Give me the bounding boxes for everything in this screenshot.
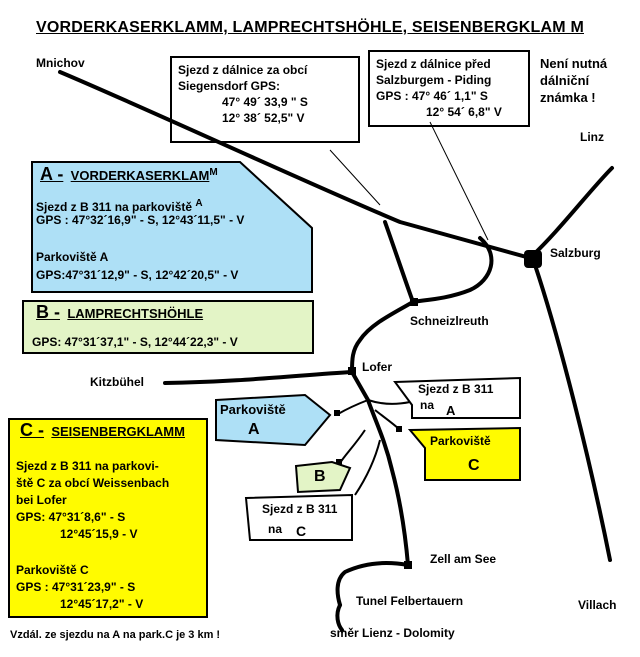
- place-villach: Villach: [578, 598, 617, 612]
- section-c-desc-line2: ště C za obcí Weissenbach: [16, 476, 170, 490]
- section-a-park-gps: GPS:47°31´12,9" - S, 12°42´20,5" - V: [36, 268, 239, 282]
- exit-siegsdorf-box: [170, 56, 360, 143]
- exit-a-label-line2: na: [420, 398, 435, 412]
- place-lienz-direction: směr Lienz - Dolomity: [330, 626, 455, 640]
- local-road-b: [340, 430, 365, 463]
- footer-note: Vzdál. ze sjezdu na A na park.C je 3 km !: [10, 629, 221, 641]
- road-b311-main: [352, 372, 408, 565]
- section-c-park-lat: GPS : 47°31´23,9" - S: [16, 580, 136, 594]
- parking-c-letter: C: [468, 457, 480, 474]
- highway-salzburg-linz: [530, 168, 612, 258]
- parking-a-letter: A: [248, 421, 260, 438]
- section-c-gps-lon: 12°45´15,9 - V: [60, 527, 138, 541]
- section-b-box: [22, 300, 314, 354]
- section-a-exit-gps: GPS : 47°32´16,9" - S, 12°43´11,5" - V: [36, 213, 245, 227]
- parking-a-label: Parkoviště: [220, 402, 286, 417]
- place-kitzbuhel: Kitzbühel: [90, 375, 144, 389]
- section-c-desc-line1: Sjezd z B 311 na parkovi-: [16, 459, 159, 473]
- section-b-letter: B -: [36, 302, 60, 322]
- road-salzburg-loop: [413, 238, 491, 302]
- exit-piding-line1: Sjezd z dálnice před: [376, 57, 491, 71]
- exit-siegsdorf-line1: Sjezd z dálnice za obcí: [178, 63, 308, 77]
- lofer-marker: [348, 367, 356, 375]
- section-c-header: [20, 420, 185, 440]
- section-b-header: [36, 302, 204, 322]
- highway-salzburg-villach: [535, 265, 610, 560]
- exit-siegsdorf-lat: 47° 49´ 33,9 " S: [222, 95, 308, 109]
- place-lofer: Lofer: [362, 360, 392, 374]
- section-c-description: [16, 458, 169, 543]
- place-salzburg: Salzburg: [550, 246, 601, 260]
- section-c-letter: C -: [20, 420, 44, 440]
- section-a-exit-label: Sjezd z B 311 na parkoviště: [36, 200, 193, 214]
- exit-c-label-line1: Sjezd z B 311: [262, 502, 338, 516]
- section-a-name: VORDERKASERKLAM: [70, 168, 210, 183]
- section-c-gps-lat: GPS: 47°31´8,6" - S: [16, 510, 126, 524]
- exit-siegsdorf-lon: 12° 38´ 52,5" V: [222, 111, 305, 125]
- place-mnichov: Mnichov: [36, 56, 85, 70]
- place-zell-am-see: Zell am See: [430, 552, 497, 566]
- section-b-gps: GPS: 47°31´37,1" - S, 12°44´22,3" - V: [32, 335, 238, 349]
- vignette-note-line1: Není nutná: [540, 56, 608, 71]
- section-a-exit-sup: A: [195, 198, 203, 209]
- road-b21-north: [385, 222, 413, 302]
- exit-a-letter: A: [446, 403, 456, 418]
- pointer-piding: [430, 122, 488, 240]
- vignette-note-line2: dálniční: [540, 73, 590, 88]
- exit-piding-lat: GPS : 47° 46´ 1,1" S: [376, 89, 488, 103]
- vignette-note-line3: známka !: [540, 90, 596, 105]
- section-b-name: LAMPRECHTSHÖHLE: [67, 306, 204, 321]
- place-schneizlreuth: Schneizlreuth: [410, 314, 489, 328]
- exit-a-label-line1: Sjezd z B 311: [418, 382, 494, 396]
- exit-c-label-line2: na: [268, 522, 283, 536]
- section-a-park-label: Parkoviště A: [36, 250, 109, 264]
- exit-piding-lon: 12° 54´ 6,8" V: [426, 105, 502, 119]
- local-road-parking-a: [338, 400, 368, 414]
- road-lofer-kitzbuhel: [165, 372, 352, 383]
- section-a-header: [40, 165, 218, 184]
- section-c-box: [8, 418, 208, 618]
- salzburg-marker: [524, 250, 542, 268]
- zell-marker: [404, 561, 412, 569]
- section-a-letter: A -: [40, 164, 64, 184]
- schneizlreuth-marker: [410, 298, 418, 306]
- parking-a-marker: [334, 410, 340, 416]
- section-c-name: SEISENBERGKLAMM: [51, 424, 185, 439]
- section-c-park-label: Parkoviště C: [16, 563, 89, 577]
- local-road-exit-c: [355, 440, 380, 495]
- exit-siegsdorf-line2: Siegensdorf GPS:: [178, 79, 281, 93]
- parking-c-marker: [396, 426, 402, 432]
- exit-piding-line2: Salzburgem - Piding: [376, 73, 492, 87]
- section-c-desc-line3: bei Lofer: [16, 493, 67, 507]
- b-callout-letter: B: [314, 468, 326, 485]
- local-road-exit-a: [368, 400, 410, 404]
- section-c-parking: [16, 562, 143, 613]
- section-c-park-lon: 12°45´17,2" - V: [60, 597, 144, 611]
- exit-piding-box: [368, 50, 530, 127]
- section-a-name-sup: M: [209, 167, 218, 178]
- place-tunel-felbertauern: Tunel Felbertauern: [356, 594, 464, 608]
- parking-c-label: Parkoviště: [430, 434, 491, 448]
- exit-c-letter: C: [296, 523, 307, 539]
- vignette-note: [540, 55, 607, 106]
- place-linz: Linz: [580, 130, 604, 144]
- page-title: VORDERKASERKLAMM, LAMPRECHTSHÖHLE, SEISENBERGKLAM M: [36, 19, 584, 36]
